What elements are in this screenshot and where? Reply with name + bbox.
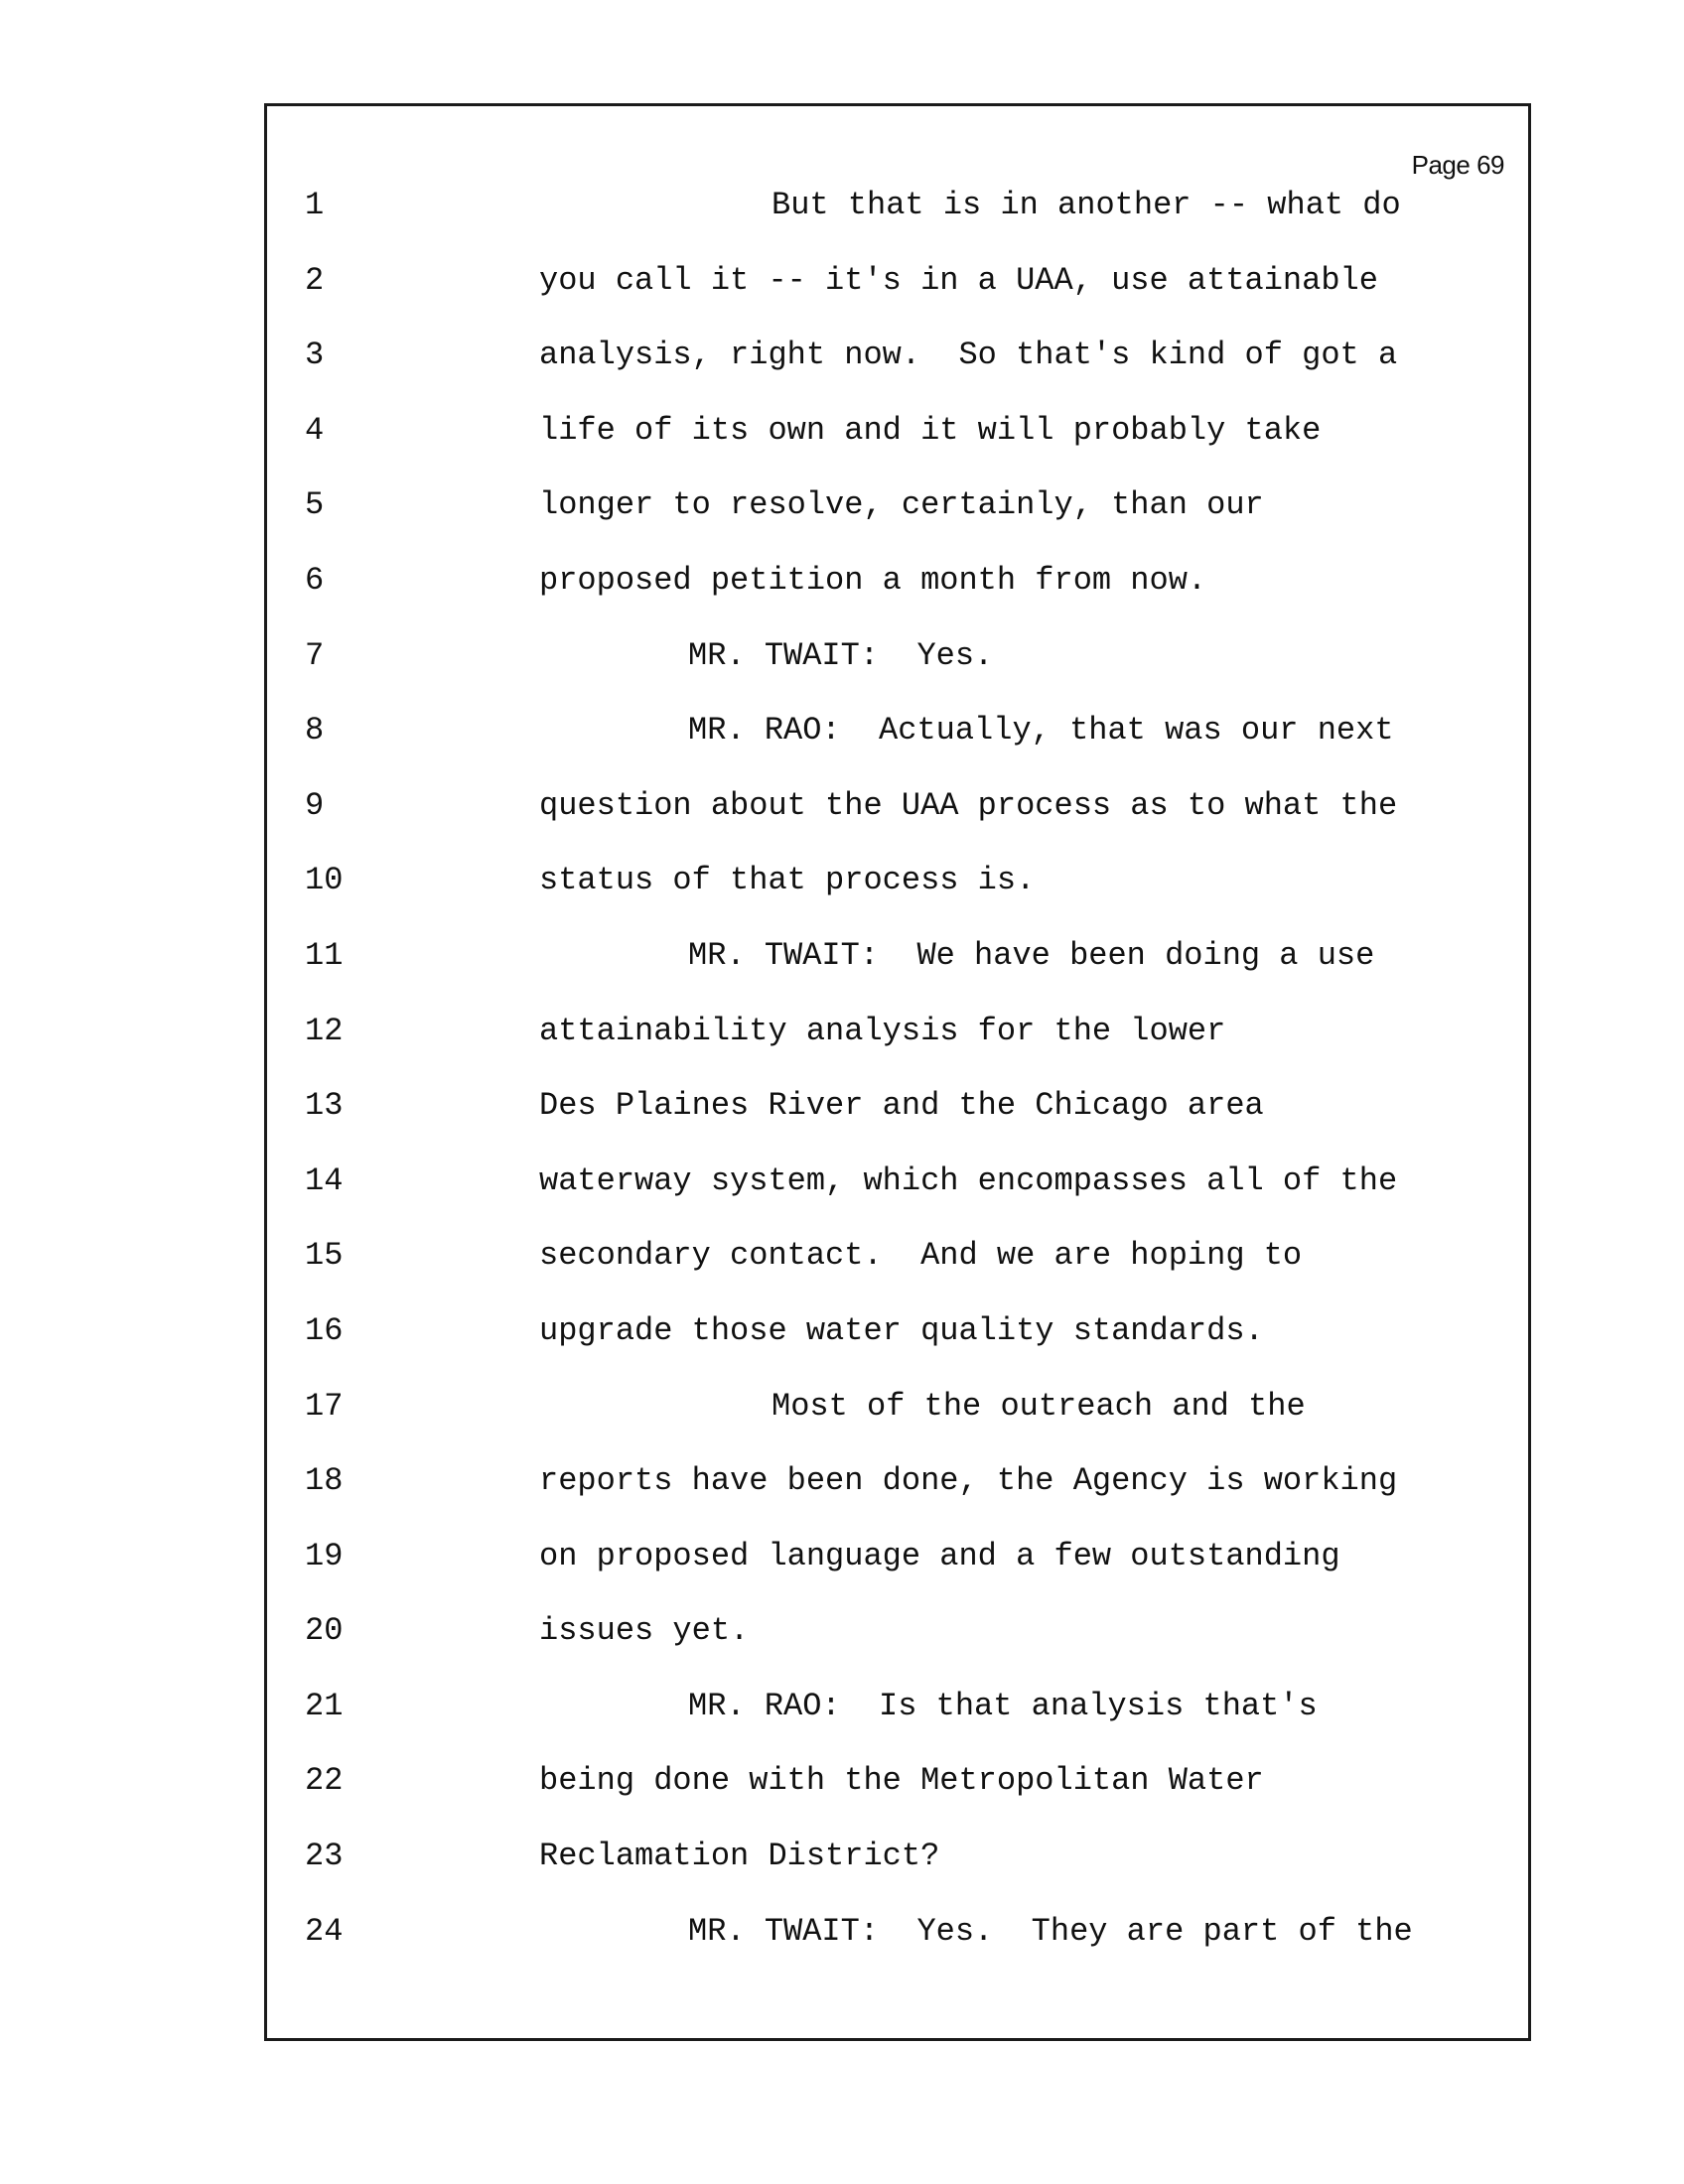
line-number: 20 — [305, 1612, 344, 1650]
line-text: But that is in another -- what do — [772, 187, 1401, 223]
transcript-line — [267, 1522, 1528, 1597]
line-number: 6 — [305, 561, 325, 599]
line-number: 3 — [305, 337, 325, 374]
line-text: longer to resolve, certainly, than our — [539, 486, 1264, 524]
line-text: attainability analysis for the lower — [539, 1012, 1226, 1049]
line-text: issues yet. — [539, 1612, 750, 1650]
line-text: status of that process is. — [539, 862, 1036, 899]
transcript-line — [267, 1822, 1528, 1897]
transcript-line — [267, 246, 1528, 322]
transcript-line — [267, 997, 1528, 1072]
line-text: Reclamation District? — [539, 1838, 940, 1875]
line-text: proposed petition a month from now. — [539, 561, 1207, 599]
line-number: 16 — [305, 1311, 344, 1349]
line-number: 12 — [305, 1012, 344, 1049]
line-text: life of its own and it will probably take — [539, 411, 1322, 449]
line-number: 8 — [305, 712, 325, 750]
line-number: 18 — [305, 1462, 344, 1500]
line-text: MR. TWAIT: Yes. They are part of the — [688, 1912, 1413, 1950]
line-number: 13 — [305, 1087, 344, 1125]
transcript-line — [267, 1672, 1528, 1747]
line-number: 1 — [305, 187, 325, 223]
transcript-line — [267, 321, 1528, 396]
transcript-line — [267, 1897, 1528, 1973]
transcript-line — [267, 846, 1528, 921]
line-text: analysis, right now. So that's kind of got a — [539, 337, 1398, 374]
line-text: MR. TWAIT: Yes. — [688, 636, 994, 674]
line-number: 22 — [305, 1762, 344, 1800]
transcript-page — [264, 103, 1531, 2041]
line-text: MR. RAO: Is that analysis that's — [688, 1687, 1318, 1724]
transcript-line — [267, 396, 1528, 472]
transcript-line — [267, 471, 1528, 546]
line-number: 17 — [305, 1387, 344, 1425]
line-number: 21 — [305, 1687, 344, 1724]
transcript-line — [267, 621, 1528, 697]
line-number: 15 — [305, 1237, 344, 1275]
line-number: 2 — [305, 261, 325, 299]
line-number: 5 — [305, 486, 325, 524]
line-text: being done with the Metropolitan Water — [539, 1762, 1264, 1800]
transcript-lines — [267, 171, 1528, 1972]
line-number: 9 — [305, 786, 325, 824]
line-text: secondary contact. And we are hoping to — [539, 1237, 1303, 1275]
transcript-line — [267, 1372, 1528, 1447]
transcript-line — [267, 1446, 1528, 1522]
transcript-line — [267, 1746, 1528, 1822]
line-text: waterway system, which encompasses all of the — [539, 1161, 1398, 1199]
transcript-line — [267, 771, 1528, 847]
line-number: 19 — [305, 1537, 344, 1574]
transcript-line — [267, 1221, 1528, 1297]
line-number: 11 — [305, 936, 344, 974]
line-text: Des Plaines River and the Chicago area — [539, 1087, 1264, 1125]
line-number: 23 — [305, 1838, 344, 1875]
line-number: 14 — [305, 1161, 344, 1199]
line-text: Most of the outreach and the — [772, 1387, 1306, 1425]
page-number: Page 69 — [1411, 150, 1504, 180]
line-text: reports have been done, the Agency is working — [539, 1462, 1398, 1500]
transcript-line — [267, 1596, 1528, 1672]
line-text: you call it -- it's in a UAA, use attainable — [539, 261, 1378, 299]
line-number: 7 — [305, 636, 325, 674]
transcript-line — [267, 1071, 1528, 1147]
transcript-line — [267, 921, 1528, 997]
transcript-line — [267, 696, 1528, 771]
line-text: MR. RAO: Actually, that was our next — [688, 712, 1394, 750]
transcript-line — [267, 1297, 1528, 1372]
line-text: on proposed language and a few outstanding — [539, 1537, 1340, 1574]
line-text: upgrade those water quality standards. — [539, 1311, 1264, 1349]
transcript-line — [267, 1147, 1528, 1222]
line-number: 24 — [305, 1912, 344, 1950]
line-number: 10 — [305, 862, 344, 899]
line-text: question about the UAA process as to what the — [539, 786, 1398, 824]
line-number: 4 — [305, 411, 325, 449]
transcript-line — [267, 546, 1528, 621]
transcript-line — [267, 171, 1528, 246]
line-text: MR. TWAIT: We have been doing a use — [688, 936, 1375, 974]
